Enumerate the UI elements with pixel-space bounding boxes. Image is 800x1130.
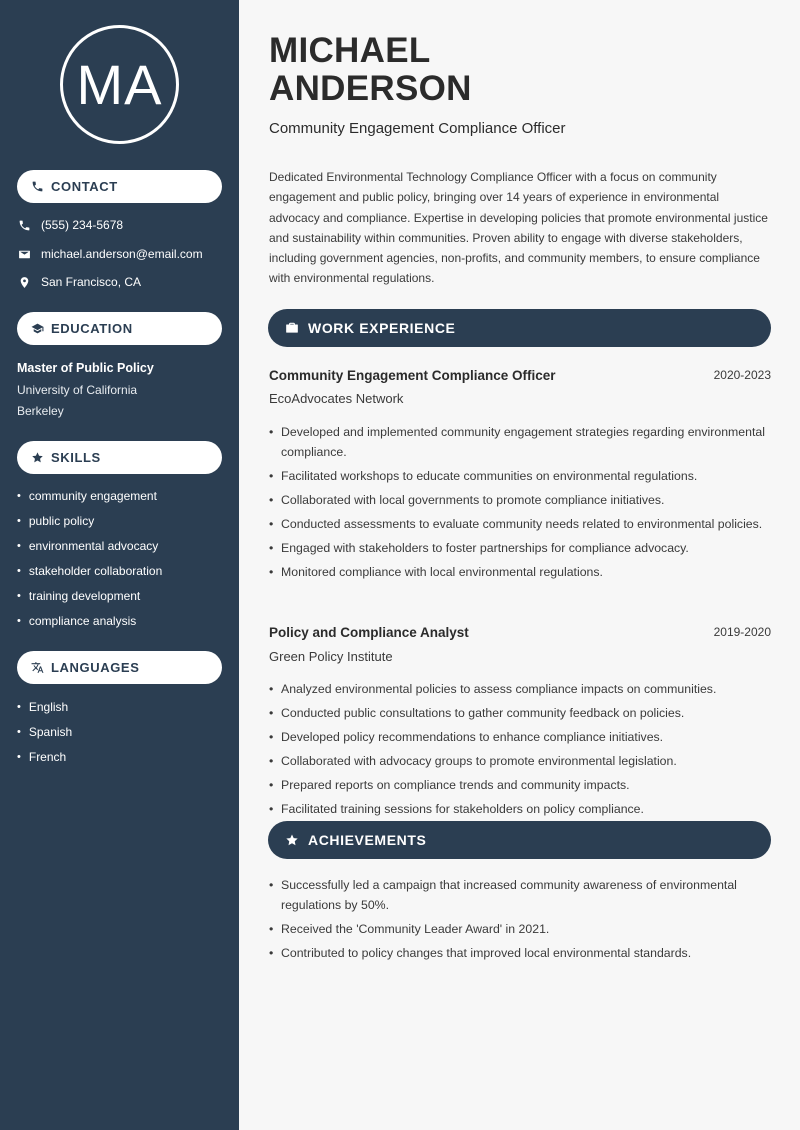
list-item: • Spanish xyxy=(17,719,72,744)
list-item: • Collaborated with local governments to promote compliance initiatives. xyxy=(269,491,769,511)
contact-email-text: michael.anderson@email.com xyxy=(41,247,203,261)
job-bullets xyxy=(269,423,769,587)
skills-list xyxy=(17,483,162,633)
list-item: • Developed policy recommendations to enhance compliance initiatives. xyxy=(269,728,769,748)
list-item: • Facilitated workshops to educate communities on environmental regulations. xyxy=(269,467,769,487)
location-pin-icon xyxy=(17,275,31,289)
list-item: • Contributed to policy changes that improved local environmental standards. xyxy=(269,944,769,964)
contact-heading-label: CONTACT xyxy=(51,179,118,194)
job-role: Community Engagement Compliance Officer xyxy=(269,368,556,383)
phone-icon xyxy=(31,180,44,193)
contact-location xyxy=(17,275,141,289)
monogram-avatar: MA xyxy=(60,25,179,144)
languages-list xyxy=(17,694,72,769)
job-dates: 2019-2020 xyxy=(713,625,771,639)
list-item: • public policy xyxy=(17,508,162,533)
list-item: • stakeholder collaboration xyxy=(17,558,162,583)
first-name: MICHAEL xyxy=(269,31,431,70)
job-role: Policy and Compliance Analyst xyxy=(269,625,469,640)
phone-icon xyxy=(17,218,31,232)
achievements-list xyxy=(269,876,769,968)
star-icon xyxy=(31,451,44,464)
summary-paragraph: Dedicated Environmental Technology Compliance Officer with a focus on community engagement and public policy, bringing over 14 years of experience in environmental advocacy and compliance. Expertise in developing policies that promote environmental justice and sustainability within communities. Proven ability to engage with diverse stakeholders, including government agencies, non-profits, and community members, to ensure compliance with environmental regulations. xyxy=(269,170,768,286)
work-experience-heading-label: WORK EXPERIENCE xyxy=(308,320,456,336)
job-company: Green Policy Institute xyxy=(269,649,393,664)
skills-heading-label: SKILLS xyxy=(51,450,101,465)
candidate-name xyxy=(269,32,472,108)
skills-heading xyxy=(17,441,222,474)
list-item: • Conducted assessments to evaluate community needs related to environmental policies. xyxy=(269,515,769,535)
education-heading-label: EDUCATION xyxy=(51,321,133,336)
list-item: • training development xyxy=(17,583,162,608)
list-item: • community engagement xyxy=(17,483,162,508)
list-item: • French xyxy=(17,744,72,769)
job-dates: 2020-2023 xyxy=(713,368,771,382)
headline-title: Community Engagement Compliance Officer xyxy=(269,120,566,137)
education-school: University of California xyxy=(17,383,138,397)
list-item: • Prepared reports on compliance trends and community impacts. xyxy=(269,776,769,796)
job-company: EcoAdvocates Network xyxy=(269,391,404,406)
contact-email[interactable] xyxy=(17,247,203,261)
list-item: • Successfully led a campaign that increased community awareness of environmental regulations by 50%. xyxy=(269,876,769,915)
briefcase-icon xyxy=(285,321,299,335)
star-icon xyxy=(285,833,299,847)
languages-heading xyxy=(17,651,222,684)
last-name: ANDERSON xyxy=(269,69,472,108)
list-item: • Conducted public consultations to gather community feedback on policies. xyxy=(269,704,769,724)
education-heading xyxy=(17,312,222,345)
achievements-heading-label: ACHIEVEMENTS xyxy=(308,832,427,848)
work-experience-heading xyxy=(268,309,771,347)
list-item: • Developed and implemented community engagement strategies regarding environmental compliance. xyxy=(269,423,769,462)
contact-heading xyxy=(17,170,222,203)
contact-location-text: San Francisco, CA xyxy=(41,275,142,289)
list-item: • environmental advocacy xyxy=(17,533,162,558)
sidebar xyxy=(0,0,239,1130)
list-item: • Engaged with stakeholders to foster partnerships for compliance advocacy. xyxy=(269,539,769,559)
list-item: • Facilitated training sessions for stakeholders on policy compliance. xyxy=(269,800,769,820)
list-item: • Received the 'Community Leader Award' in 2021. xyxy=(269,920,769,940)
list-item: • Collaborated with advocacy groups to promote environmental legislation. xyxy=(269,752,769,772)
list-item: • Analyzed environmental policies to assess compliance impacts on communities. xyxy=(269,680,769,700)
job-bullets xyxy=(269,680,769,824)
contact-phone-text: (555) 234-5678 xyxy=(41,218,124,232)
achievements-heading xyxy=(268,821,771,859)
mail-icon xyxy=(17,247,31,261)
education-degree: Master of Public Policy xyxy=(17,361,154,375)
languages-heading-label: LANGUAGES xyxy=(51,660,140,675)
graduation-cap-icon xyxy=(31,322,44,335)
translate-icon xyxy=(31,661,44,674)
list-item: • Monitored compliance with local environmental regulations. xyxy=(269,563,769,583)
contact-phone[interactable] xyxy=(17,218,123,232)
list-item: • English xyxy=(17,694,72,719)
education-school-campus: Berkeley xyxy=(17,404,64,418)
list-item: • compliance analysis xyxy=(17,608,162,633)
